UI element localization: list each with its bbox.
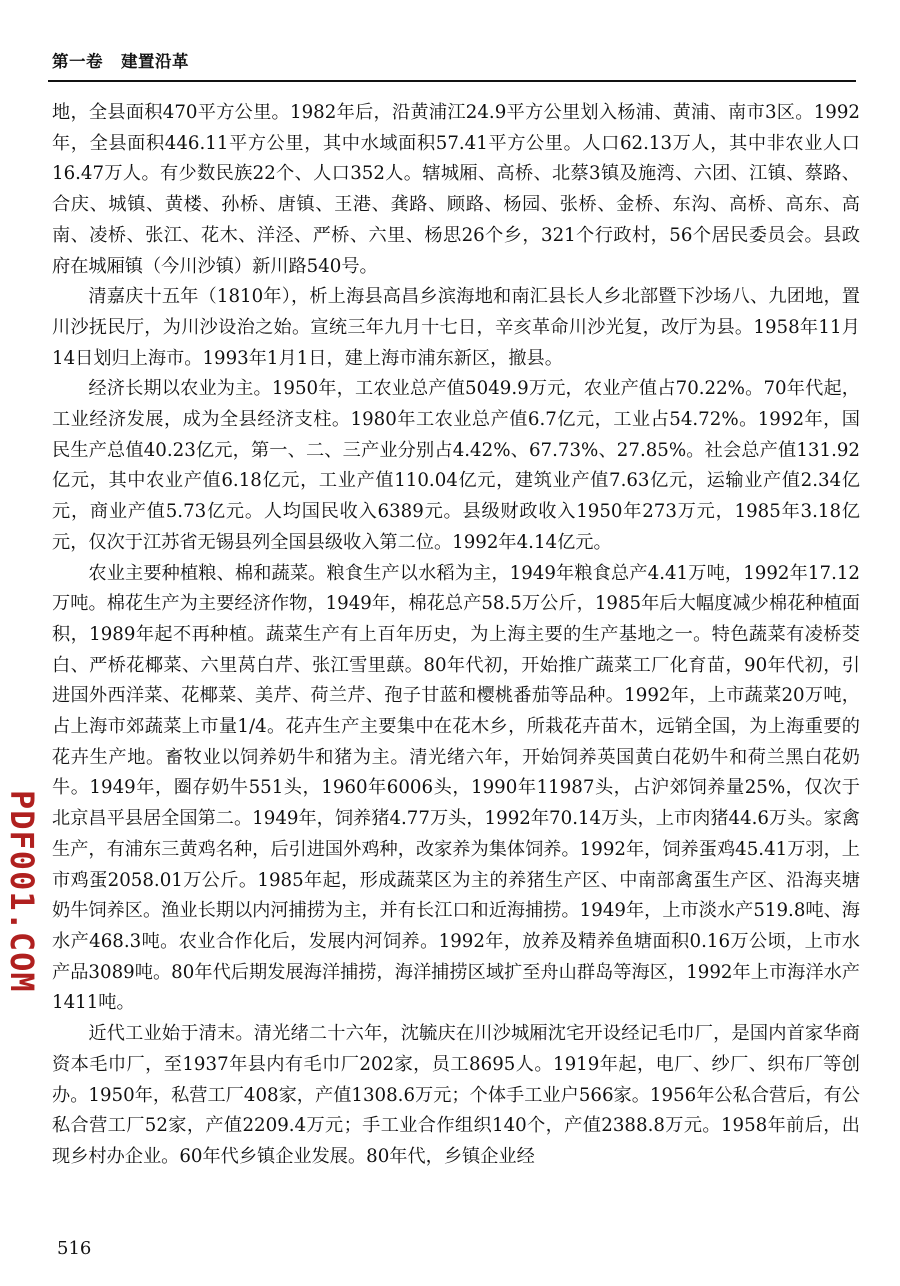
paragraph-3: 经济长期以农业为主。1950年，工农业总产值5049.9万元，农业产值占70.22%。70年代起，工业经济发展，成为全县经济支柱。1980年工农业总产值6.7亿元，工业占54.72%。1992年，国民生产总值40.23亿元，第一、二、三产业分别占4.42%、67.73%、27.85%。社会总产值131.92亿元，其中农业产值6.18亿元，工业产值110.04亿元，建筑业产值7.63亿元，运输业产值2.34亿元，商业产值5.73亿元。人均国民收入6389元。县级财政收入1950年273万元，1985年3.18亿元，仅次于江苏省无锡县列全国县级收入第二位。1992年4.14亿元。 [52,378,860,553]
paragraph-1: 地，全县面积470平方公里。1982年后，沿黄浦江24.9平方公里划入杨浦、黄浦、南市3区。1992年，全县面积446.11平方公里，其中水域面积57.41平方公里。人口62.13万人，其中非农业人口16.47万人。有少数民族22个、人口352人。辖城厢、高桥、北蔡3镇及施湾、六团、江镇、蔡路、合庆、城镇、黄楼、孙桥、唐镇、王港、龚路、顾路、杨园、张桥、金桥、东沟、高桥、高东、高南、凌桥、张江、花木、洋泾、严桥、六里、杨思26个乡，321个行政村，56个居民委员会。县政府在城厢镇（今川沙镇）新川路540号。 [52,102,860,277]
body-text [52,98,860,1173]
running-header [52,48,189,72]
header-rule [48,80,856,82]
section-title: 建置沿革 [121,52,189,71]
paragraph-5: 近代工业始于清末。清光绪二十六年，沈毓庆在川沙城厢沈宅开设经记毛巾厂，是国内首家华商资本毛巾厂，至1937年县内有毛巾厂202家，员工8695人。1919年起，电厂、纱厂、织布厂等创办。1950年，私营工厂408家，产值1308.6万元；个体手工业户566家。1956年公私合营后，有公私合营工厂52家，产值2209.4万元；手工业合作组织140个，产值2388.8万元。1958年前后，出现乡村办企业。60年代乡镇企业发展。80年代，乡镇企业经 [52,1023,860,1167]
watermark: PDF001.COM [3,790,41,993]
page-number: 516 [57,1238,92,1259]
paragraph-4: 农业主要种植粮、棉和蔬菜。粮食生产以水稻为主，1949年粮食总产4.41万吨，1992年17.12万吨。棉花生产为主要经济作物，1949年，棉花总产58.5万公斤，1985年后大幅度减少棉花种植面积，1989年起不再种植。蔬菜生产有上百年历史，为上海主要的生产基地之一。特色蔬菜有凌桥茭白、严桥花椰菜、六里莴白芹、张江雪里蕻。80年代初，开始推广蔬菜工厂化育苗，90年代初，引进国外西洋菜、花椰菜、美芹、荷兰芹、孢子甘蓝和樱桃番茄等品种。1992年，上市蔬菜20万吨，占上海市郊蔬菜上市量1/4。花卉生产主要集中在花木乡，所栽花卉苗木，远销全国，为上海重要的花卉生产地。畜牧业以饲养奶牛和猪为主。清光绪六年，开始饲养英国黄白花奶牛和荷兰黑白花奶牛。1949年，圈存奶牛551头，1960年6006头，1990年11987头，占沪郊饲养量25%，仅次于北京昌平县居全国第二。1949年，饲养猪4.77万头，1992年70.14万头，上市肉猪44.6万头。家禽生产，有浦东三黄鸡名种，后引进国外鸡种，改家养为集体饲养。1992年，饲养蛋鸡45.41万羽，上市鸡蛋2058.01万公斤。1985年起，形成蔬菜区为主的养猪生产区、中南部禽蛋生产区、沿海夹塘奶牛饲养区。渔业长期以内河捕捞为主，并有长江口和近海捕捞。1949年，上市淡水产519.8吨、海水产468.3吨。农业合作化后，发展内河饲养。1992年，放养及精养鱼塘面积0.16万公顷，上市水产品3089吨。80年代后期发展海洋捕捞，海洋捕捞区域扩至舟山群岛等海区，1992年上市海洋水产1411吨。 [52,562,860,1014]
volume-label: 第一卷 [52,52,103,71]
paragraph-2: 清嘉庆十五年（1810年），析上海县高昌乡滨海地和南汇县长人乡北部暨下沙场八、九团地，置川沙抚民厅，为川沙设治之始。宣统三年九月十七日，辛亥革命川沙光复，改厅为县。1958年11月14日划归上海市。1993年1月1日，建上海市浦东新区，撤县。 [52,286,860,369]
